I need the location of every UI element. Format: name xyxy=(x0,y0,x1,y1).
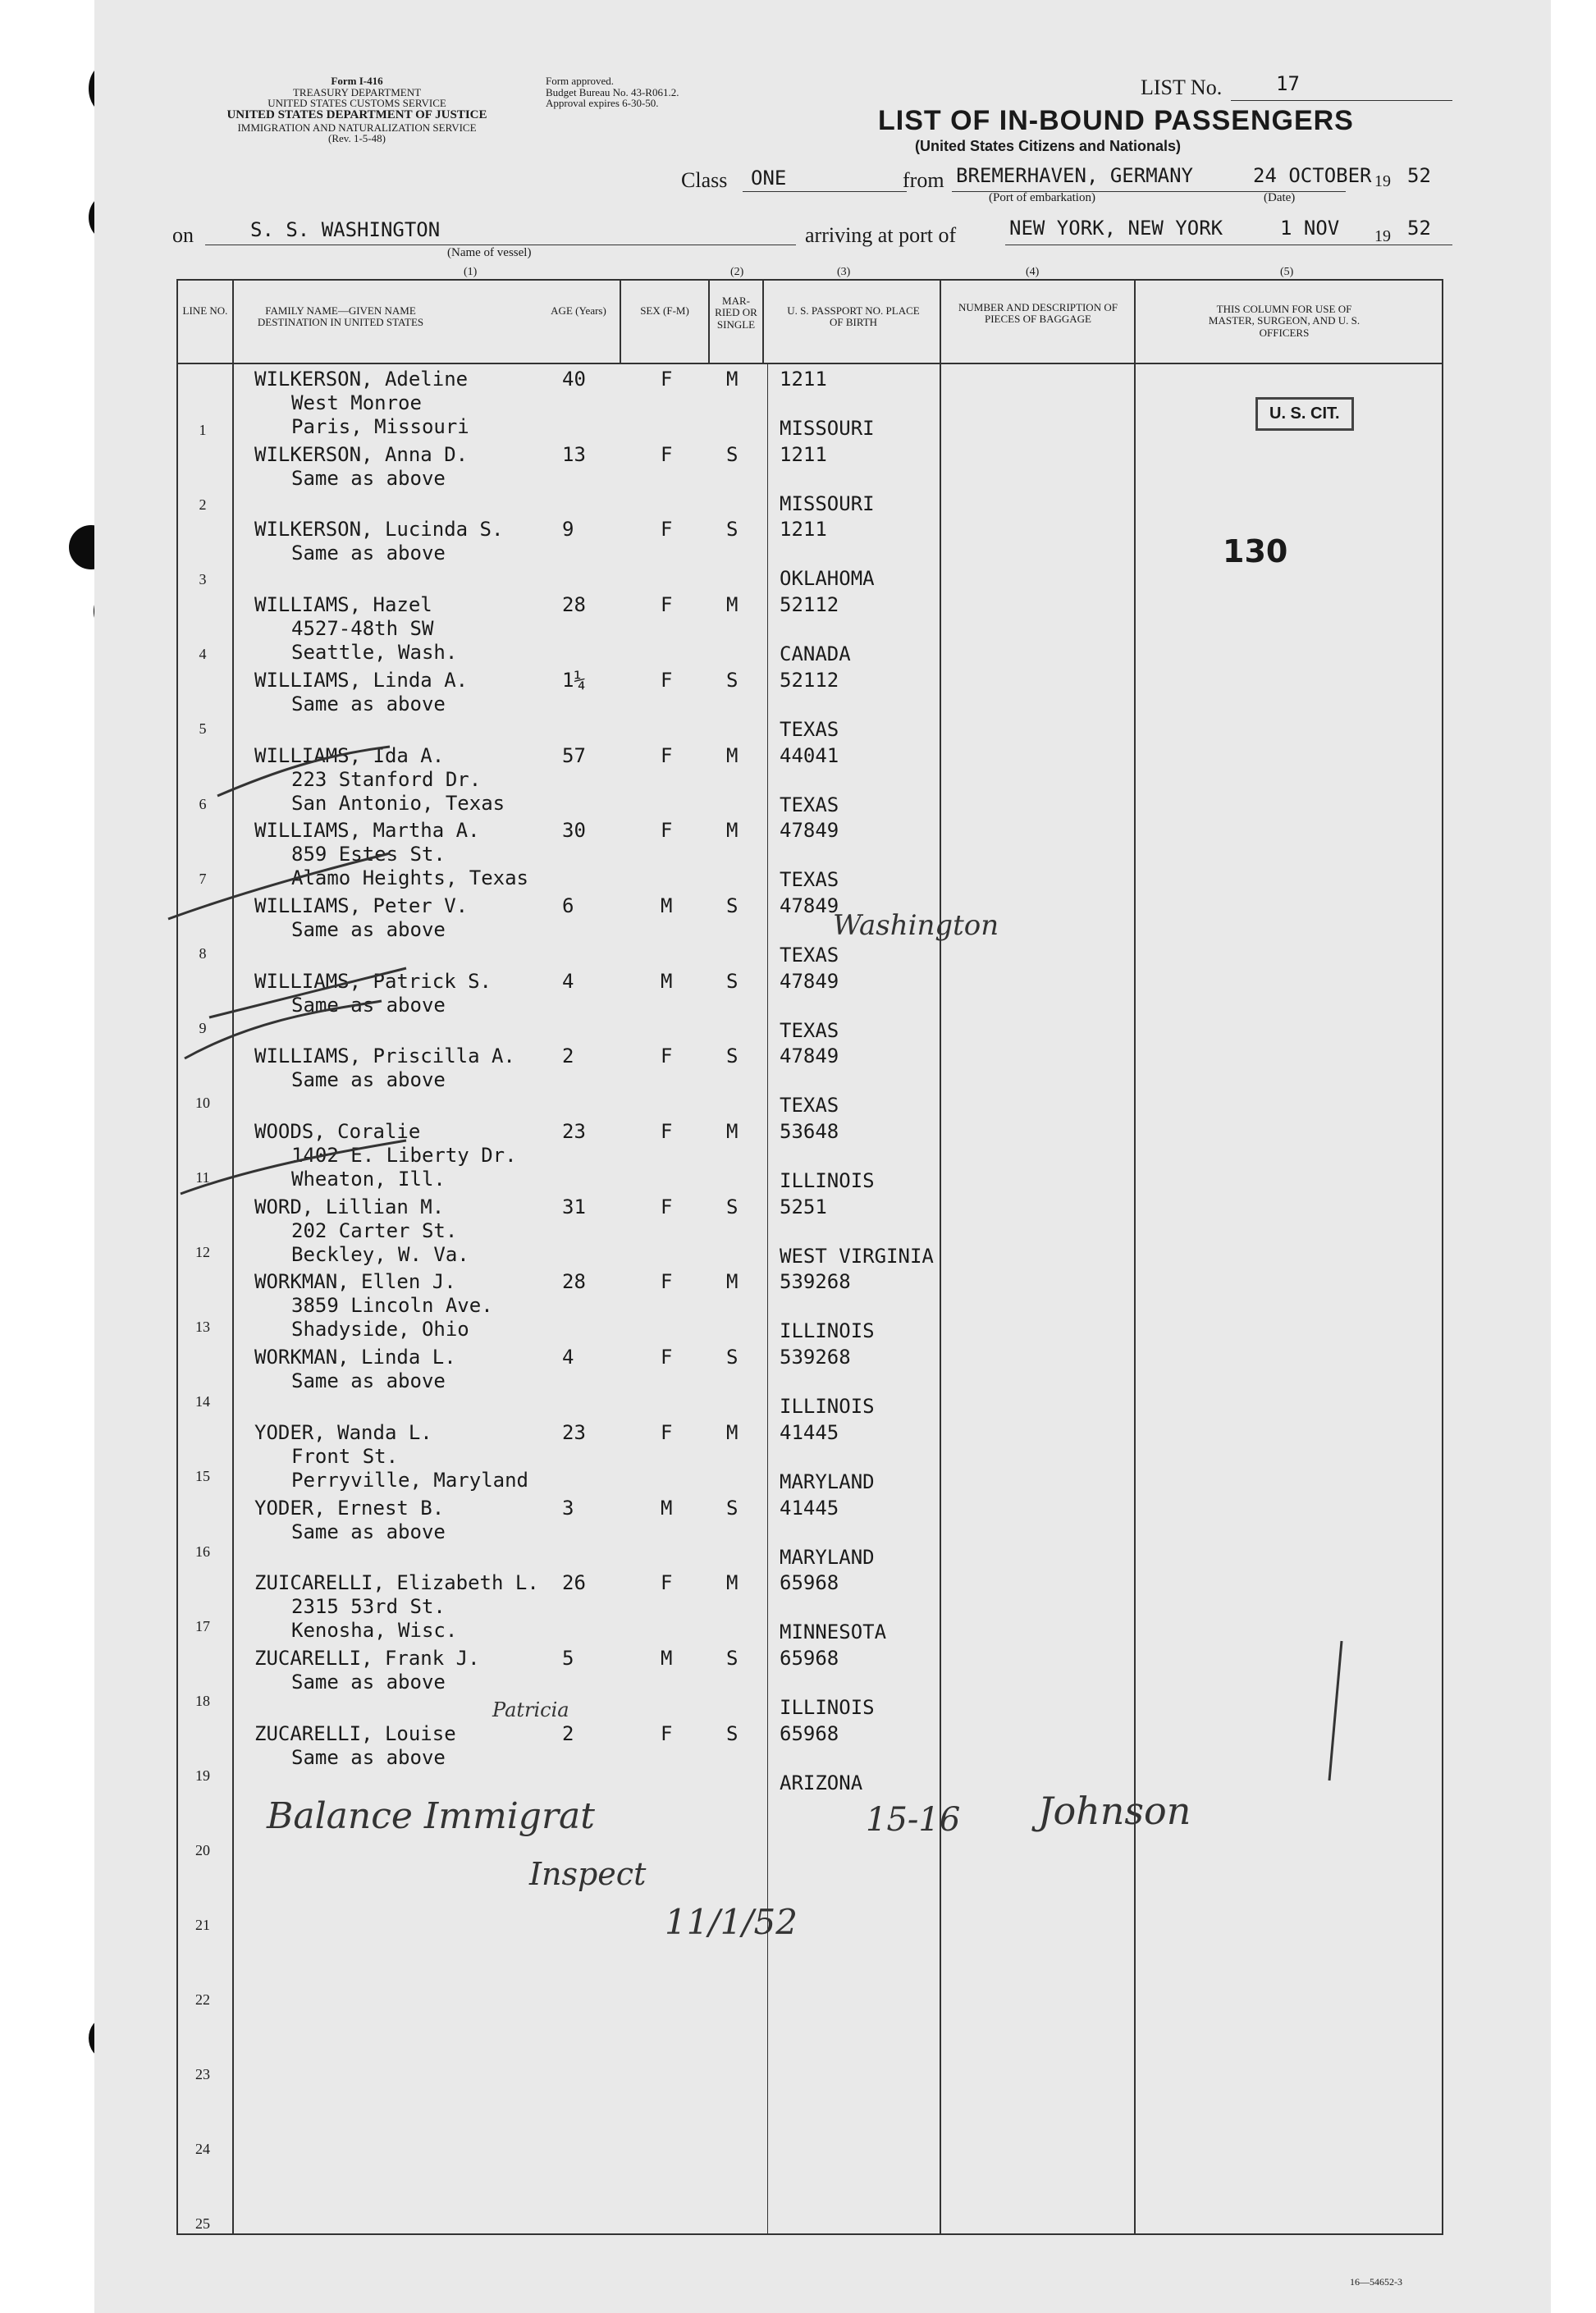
passenger-address-2: Kenosha, Wisc. xyxy=(291,1619,458,1643)
col-header-married: MAR-RIED OR SINGLE xyxy=(715,295,757,331)
passenger-marital-status: M xyxy=(726,1420,739,1444)
arrival-port: NEW YORK, NEW YORK xyxy=(1009,217,1223,240)
arrival-year: 52 xyxy=(1407,217,1431,240)
passenger-name: WILLIAMS, Patrick S. xyxy=(254,969,492,993)
line-number: 25 xyxy=(195,2215,210,2233)
handwritten-inspected: Inspect xyxy=(529,1856,647,1892)
line-number: 11 xyxy=(195,1169,210,1186)
page-title: LIST OF IN-BOUND PASSENGERS xyxy=(878,105,1354,136)
passenger-name: WILLIAMS, Priscilla A. xyxy=(254,1045,515,1068)
passenger-address-1: Same as above xyxy=(291,993,446,1017)
passenger-age: 26 xyxy=(562,1571,586,1595)
passenger-address-2: Shadyside, Ohio xyxy=(291,1318,469,1342)
page-subtitle: (United States Citizens and Nationals) xyxy=(915,138,1182,154)
year-prefix: 19 xyxy=(1374,172,1391,190)
passenger-marital-status: M xyxy=(726,1270,739,1294)
passport-number: 65968 xyxy=(780,1571,839,1595)
date-caption: (Date) xyxy=(1264,191,1296,204)
passenger-address-1: 4527-48th SW xyxy=(291,617,434,641)
passenger-marital-status: S xyxy=(726,1721,739,1745)
passenger-address-2: Wheaton, Ill. xyxy=(291,1168,446,1191)
passenger-sex: F xyxy=(661,1270,673,1294)
col-rule-6 xyxy=(940,279,941,2233)
passenger-address-1: Same as above xyxy=(291,917,446,941)
line-number: 6 xyxy=(199,795,207,812)
handwritten-patricia: Patricia xyxy=(492,1698,569,1721)
handwritten-date: 11/1/52 xyxy=(665,1902,798,1942)
passenger-marital-status: M xyxy=(726,368,739,391)
passenger-name: WILLIAMS, Peter V. xyxy=(254,894,469,917)
line-number: 3 xyxy=(199,571,207,588)
passport-number: 47849 xyxy=(780,819,839,843)
list-no-underline xyxy=(1231,100,1452,101)
passenger-name: WILLIAMS, Linda A. xyxy=(254,668,469,692)
passenger-age: 2 xyxy=(562,1721,574,1745)
passenger-name: ZUICARELLI, Elizabeth L. xyxy=(254,1571,539,1595)
passenger-age: 6 xyxy=(562,894,574,917)
line-number: 22 xyxy=(195,1991,210,2009)
birth-place: TEXAS xyxy=(780,1018,839,1042)
line-number: 16 xyxy=(195,1543,210,1560)
handwritten-initials: Johnson xyxy=(1038,1789,1191,1833)
passenger-sex: F xyxy=(661,1420,673,1444)
passport-number: 52112 xyxy=(780,668,839,692)
line-number: 9 xyxy=(199,1019,207,1036)
embark-port: BREMERHAVEN, GERMANY xyxy=(956,164,1193,187)
passenger-name: WORD, Lillian M. xyxy=(254,1195,445,1218)
passport-number: 52112 xyxy=(780,593,839,617)
passenger-marital-status: M xyxy=(726,593,739,617)
passenger-sex: F xyxy=(661,1120,673,1143)
passenger-name: YODER, Ernest B. xyxy=(254,1496,445,1520)
approval-block xyxy=(546,75,679,109)
passenger-age: 28 xyxy=(562,593,586,617)
birth-place: ILLINOIS xyxy=(780,1319,875,1343)
passenger-address-1: 3859 Lincoln Ave. xyxy=(291,1294,493,1318)
passenger-name: WILKERSON, Lucinda S. xyxy=(254,518,504,542)
birth-place: WEST VIRGINIA xyxy=(780,1244,934,1268)
approved-3: Approval expires 6-30-50. xyxy=(546,97,659,110)
passenger-sex: F xyxy=(661,442,673,466)
birth-place: TEXAS xyxy=(780,717,839,741)
embark-port-caption: (Port of embarkation) xyxy=(989,191,1095,204)
passenger-name: WOODS, Coralie xyxy=(254,1120,421,1143)
birth-place: CANADA xyxy=(780,642,851,666)
birth-place: MARYLAND xyxy=(780,1545,875,1569)
birth-place: ARIZONA xyxy=(780,1771,863,1794)
birth-place: TEXAS xyxy=(780,793,839,816)
passenger-name: WILLIAMS, Hazel xyxy=(254,593,432,617)
passenger-name: ZUCARELLI, Frank J. xyxy=(254,1646,480,1670)
passenger-age: 28 xyxy=(562,1270,586,1294)
col-num-1: (1) xyxy=(464,266,478,278)
list-no-label: LIST No. xyxy=(1141,75,1223,99)
passport-number: 47849 xyxy=(780,969,839,993)
passenger-sex: M xyxy=(661,894,673,917)
passport-number: 53648 xyxy=(780,1120,839,1143)
col-header-name: FAMILY NAME—GIVEN NAME DESTINATION IN UNITED STATES xyxy=(257,304,424,329)
passenger-marital-status: S xyxy=(726,518,739,542)
passenger-sex: F xyxy=(661,819,673,843)
passenger-address-2: San Antonio, Texas xyxy=(291,791,505,815)
passport-number: 5251 xyxy=(780,1195,827,1218)
passenger-marital-status: M xyxy=(726,819,739,843)
passenger-age: 2 xyxy=(562,1045,574,1068)
passport-number: 1211 xyxy=(780,442,827,466)
passenger-address-1: Same as above xyxy=(291,466,446,490)
passenger-address-1: Same as above xyxy=(291,1745,446,1769)
line-number: 1 xyxy=(199,422,207,438)
passport-number: 539268 xyxy=(780,1270,851,1294)
footer-code: 16—54652-3 xyxy=(1350,2276,1402,2288)
line-number: 8 xyxy=(199,944,207,962)
birth-place: ILLINOIS xyxy=(780,1395,875,1419)
passenger-address-1: Front St. xyxy=(291,1444,399,1468)
col-rule-5 xyxy=(767,363,768,2233)
embark-date: 24 OCTOBER xyxy=(1253,164,1372,187)
col-header-baggage: NUMBER AND DESCRIPTION OF PIECES OF BAGGAGE xyxy=(958,301,1118,326)
passenger-count: 130 xyxy=(1223,533,1288,569)
passenger-address-1: 223 Stanford Dr. xyxy=(291,767,482,791)
on-label: on xyxy=(172,223,194,247)
passenger-age: 1¼ xyxy=(562,668,586,692)
ins-name: IMMIGRATION AND NATURALIZATION SERVICE xyxy=(237,121,477,134)
line-number: 12 xyxy=(195,1244,210,1261)
passenger-name: WORKMAN, Ellen J. xyxy=(254,1270,456,1294)
col-header-line-no: LINE NO. xyxy=(182,304,228,317)
vessel-caption: (Name of vessel) xyxy=(447,246,532,259)
class-value: ONE xyxy=(751,167,787,190)
passenger-marital-status: S xyxy=(726,668,739,692)
vessel-name: S. S. WASHINGTON xyxy=(250,218,441,241)
birth-place: MINNESOTA xyxy=(780,1620,887,1644)
col-header-sex: SEX (F-M) xyxy=(640,304,689,317)
passenger-address-1: Same as above xyxy=(291,1520,446,1543)
birth-place: TEXAS xyxy=(780,868,839,892)
approved-2: Budget Bureau No. 43-R061.2. xyxy=(546,85,679,98)
col-rule-7 xyxy=(1134,279,1136,2233)
line-number: 15 xyxy=(195,1468,210,1485)
approved-1: Form approved. xyxy=(546,75,615,87)
from-label: from xyxy=(903,168,944,192)
birth-place: MISSOURI xyxy=(780,417,875,440)
passenger-name: YODER, Wanda L. xyxy=(254,1420,432,1444)
passenger-marital-status: S xyxy=(726,1045,739,1068)
passport-number: 539268 xyxy=(780,1346,851,1369)
passport-number: 47849 xyxy=(780,1045,839,1068)
passenger-sex: F xyxy=(661,1045,673,1068)
passenger-address-1: 202 Carter St. xyxy=(291,1218,458,1242)
passenger-sex: M xyxy=(661,1496,673,1520)
passenger-name: WILLIAMS, Martha A. xyxy=(254,819,480,843)
passenger-marital-status: S xyxy=(726,1496,739,1520)
col-num-4: (4) xyxy=(1026,266,1040,278)
passenger-sex: F xyxy=(661,368,673,391)
col-rule-3 xyxy=(708,279,710,363)
passport-number: 41445 xyxy=(780,1420,839,1444)
passenger-name: WILKERSON, Anna D. xyxy=(254,442,469,466)
passenger-address-2: Perryville, Maryland xyxy=(291,1468,528,1492)
col-num-5: (5) xyxy=(1280,266,1294,278)
col-rule-1 xyxy=(232,279,234,2233)
passenger-sex: M xyxy=(661,1646,673,1670)
customs-service: UNITED STATES CUSTOMS SERVICE xyxy=(268,97,446,110)
passenger-sex: M xyxy=(661,969,673,993)
passenger-age: 30 xyxy=(562,819,586,843)
passenger-name: WILKERSON, Adeline xyxy=(254,368,469,391)
passenger-address-2: Beckley, W. Va. xyxy=(291,1242,469,1266)
passenger-address-1: Same as above xyxy=(291,1068,446,1092)
col-num-3: (3) xyxy=(837,266,851,278)
passport-number: 41445 xyxy=(780,1496,839,1520)
birth-place: MISSOURI xyxy=(780,491,875,515)
passenger-address-2: Seattle, Wash. xyxy=(291,641,458,665)
passport-number: 47849 xyxy=(780,894,839,917)
birth-place: ILLINOIS xyxy=(780,1169,875,1192)
passenger-address-2: Paris, Missouri xyxy=(291,415,469,438)
handwritten-balance: Balance Immigrat xyxy=(267,1795,595,1837)
birth-place: MARYLAND xyxy=(780,1470,875,1493)
passport-number: 65968 xyxy=(780,1646,839,1670)
passenger-sex: F xyxy=(661,743,673,767)
passenger-address-1: 1402 E. Liberty Dr. xyxy=(291,1144,517,1167)
passenger-name: WORKMAN, Linda L. xyxy=(254,1346,456,1369)
passport-number: 1211 xyxy=(780,368,827,391)
form-id-block xyxy=(172,75,542,144)
class-label: Class xyxy=(681,168,728,192)
col-header-passport: U. S. PASSPORT NO. PLACE OF BIRTH xyxy=(787,304,920,329)
col-header-age: AGE (Years) xyxy=(551,304,606,317)
line-number: 18 xyxy=(195,1692,210,1709)
passenger-age: 31 xyxy=(562,1195,586,1218)
arrival-date: 1 NOV xyxy=(1280,217,1340,240)
passenger-address-1: West Monroe xyxy=(291,391,422,414)
line-number: 2 xyxy=(199,496,207,514)
passenger-address-1: Same as above xyxy=(291,542,446,565)
col-rule-4 xyxy=(762,279,764,363)
handwritten-lines: 15-16 xyxy=(866,1801,961,1839)
passenger-name: ZUCARELLI, Louise xyxy=(254,1721,456,1745)
passenger-marital-status: S xyxy=(726,894,739,917)
dept-name: TREASURY DEPARTMENT xyxy=(292,85,422,98)
birth-place: TEXAS xyxy=(780,943,839,967)
passenger-name: WILLIAMS, Ida A. xyxy=(254,743,445,767)
passenger-marital-status: S xyxy=(726,1195,739,1218)
arrival-year-prefix: 19 xyxy=(1374,227,1391,245)
passenger-marital-status: M xyxy=(726,743,739,767)
passenger-marital-status: S xyxy=(726,1646,739,1670)
col-rule-2 xyxy=(620,279,621,363)
passport-number: 44041 xyxy=(780,743,839,767)
passenger-age: 3 xyxy=(562,1496,574,1520)
passenger-marital-status: M xyxy=(726,1571,739,1595)
passenger-sex: F xyxy=(661,1346,673,1369)
passenger-sex: F xyxy=(661,518,673,542)
passenger-address-1: Same as above xyxy=(291,692,446,715)
passenger-marital-status: S xyxy=(726,1346,739,1369)
passenger-age: 13 xyxy=(562,442,586,466)
passenger-address-1: Same as above xyxy=(291,1670,446,1694)
passenger-age: 9 xyxy=(562,518,574,542)
embark-year: 52 xyxy=(1407,164,1431,187)
passenger-sex: F xyxy=(661,1195,673,1218)
handwritten-washington: Washington xyxy=(833,909,999,942)
line-number: 13 xyxy=(195,1319,210,1336)
passenger-marital-status: S xyxy=(726,442,739,466)
revision: (Rev. 1-5-48) xyxy=(328,132,386,145)
line-number: 19 xyxy=(195,1767,210,1784)
passenger-age: 4 xyxy=(562,969,574,993)
form-id: Form I-416 xyxy=(331,75,383,87)
line-number: 5 xyxy=(199,720,207,738)
line-number: 10 xyxy=(195,1094,210,1111)
list-no: 17 xyxy=(1276,72,1300,95)
passenger-address-1: Same as above xyxy=(291,1369,446,1393)
line-number: 17 xyxy=(195,1617,210,1634)
birth-place: ILLINOIS xyxy=(780,1695,875,1719)
line-number: 14 xyxy=(195,1393,210,1410)
passport-number: 65968 xyxy=(780,1721,839,1745)
manifest-sheet xyxy=(94,0,1551,2313)
passenger-sex: F xyxy=(661,1721,673,1745)
col-num-2: (2) xyxy=(730,266,744,278)
passenger-age: 23 xyxy=(562,1420,586,1444)
passenger-sex: F xyxy=(661,593,673,617)
passenger-age: 57 xyxy=(562,743,586,767)
col-header-officers: THIS COLUMN FOR USE OF MASTER, SURGEON, AND U. S. OFFICERS xyxy=(1208,303,1360,339)
line-number: 4 xyxy=(199,646,207,663)
passenger-address-1: 2315 53rd St. xyxy=(291,1595,446,1619)
citizen-stamp: U. S. CIT. xyxy=(1255,397,1354,431)
line-number: 21 xyxy=(195,1917,210,1933)
line-number: 7 xyxy=(199,870,207,887)
line-number: 23 xyxy=(195,2066,210,2083)
table-header-rule xyxy=(176,363,1442,364)
passenger-marital-status: S xyxy=(726,969,739,993)
passenger-age: 23 xyxy=(562,1120,586,1143)
justice-dept: UNITED STATES DEPARTMENT OF JUSTICE xyxy=(226,107,487,121)
line-number: 20 xyxy=(195,1841,210,1858)
arriving-label: arriving at port of xyxy=(805,223,957,247)
passenger-address-2: Alamo Heights, Texas xyxy=(291,866,528,890)
passenger-age: 4 xyxy=(562,1346,574,1369)
class-underline xyxy=(743,191,907,192)
birth-place: TEXAS xyxy=(780,1094,839,1118)
passenger-address-1: 859 Estes St. xyxy=(291,843,446,866)
passenger-sex: F xyxy=(661,668,673,692)
passport-number: 1211 xyxy=(780,518,827,542)
passenger-age: 40 xyxy=(562,368,586,391)
passenger-sex: F xyxy=(661,1571,673,1595)
line-number: 24 xyxy=(195,2141,210,2158)
passenger-marital-status: M xyxy=(726,1120,739,1143)
birth-place: OKLAHOMA xyxy=(780,567,875,591)
passenger-age: 5 xyxy=(562,1646,574,1670)
